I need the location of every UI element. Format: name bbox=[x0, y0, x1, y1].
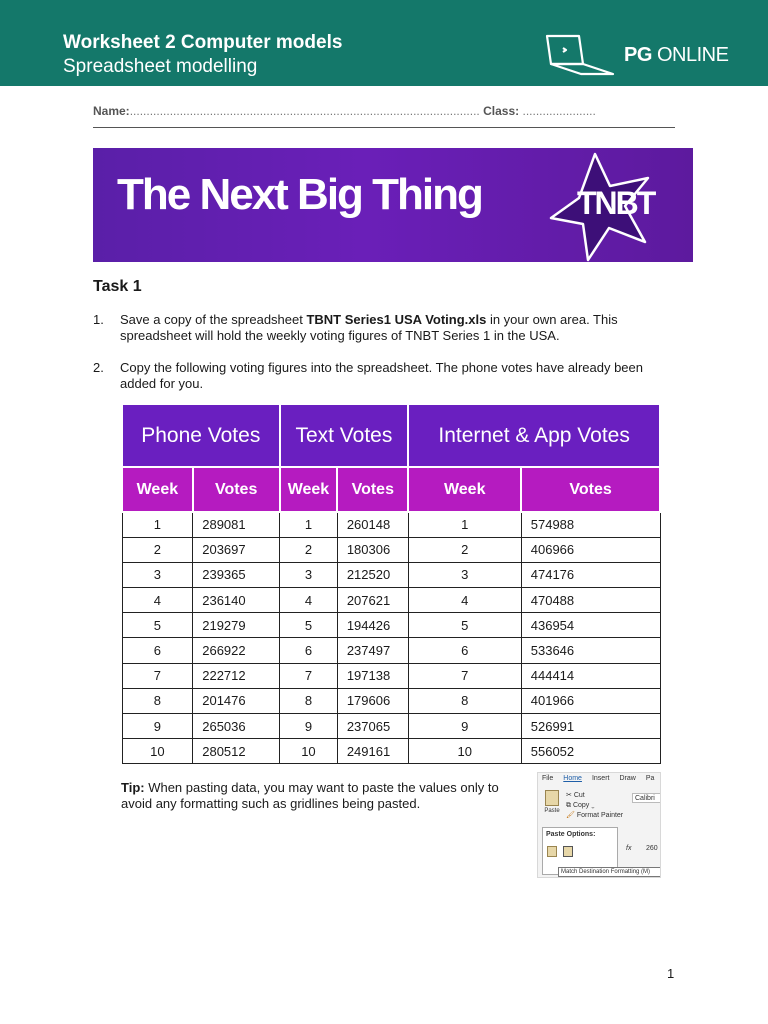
votes-cell: 197138 bbox=[337, 663, 408, 688]
week-cell: 5 bbox=[408, 613, 521, 638]
tnbt-banner bbox=[93, 148, 693, 262]
group-header-internet: Internet & App Votes bbox=[408, 404, 660, 467]
fx-label: fx bbox=[626, 845, 632, 852]
group-header-text: Text Votes bbox=[280, 404, 409, 467]
clipboard-icon bbox=[545, 790, 559, 806]
tab-draw: Draw bbox=[619, 775, 636, 782]
votes-cell: 266922 bbox=[193, 638, 280, 663]
week-cell: 2 bbox=[122, 537, 193, 562]
clipboard-menu: ✂ Cut ⧉ Copy ⌄ 🖌 Format Painter bbox=[566, 792, 624, 819]
votes-cell: 180306 bbox=[337, 537, 408, 562]
paste-brush-icon bbox=[547, 846, 557, 857]
item-text: Save a copy of the spreadsheet TBNT Series1 USA Voting.xls in your own area. This spreadsheet will hold the weekly voting figures of TNBT Series 1 in the USA. bbox=[120, 312, 618, 343]
votes-cell: 289081 bbox=[193, 512, 280, 537]
week-cell: 7 bbox=[408, 663, 521, 688]
ribbon-tabs bbox=[542, 775, 661, 782]
votes-cell: 533646 bbox=[521, 638, 660, 663]
copy-icon: ⧉ bbox=[566, 802, 571, 809]
paste-options-label: Paste Options: bbox=[546, 831, 596, 838]
votes-cell: 219279 bbox=[193, 613, 280, 638]
week-cell: 9 bbox=[408, 714, 521, 739]
week-cell: 3 bbox=[122, 562, 193, 587]
votes-cell: 239365 bbox=[193, 562, 280, 587]
week-cell: 10 bbox=[122, 739, 193, 764]
class-dots: ...................... bbox=[522, 104, 596, 118]
votes-cell: 222712 bbox=[193, 663, 280, 688]
column-header: Week bbox=[280, 467, 338, 512]
week-cell: 8 bbox=[280, 688, 338, 713]
badge-text: TNBT bbox=[577, 185, 655, 221]
pg-online-logo-text: PG ONLINE bbox=[624, 44, 729, 66]
column-header: Votes bbox=[521, 467, 660, 512]
column-header: Votes bbox=[337, 467, 408, 512]
table-row bbox=[122, 562, 660, 587]
item-number: 2. bbox=[93, 360, 104, 375]
banner-title: The Next Big Thing bbox=[117, 170, 482, 219]
worksheet-title: Worksheet 2 Computer models bbox=[63, 32, 343, 53]
week-cell: 5 bbox=[122, 613, 193, 638]
tab-file: File bbox=[542, 775, 554, 782]
scissors-icon: ✂ bbox=[566, 792, 572, 799]
table-row bbox=[122, 638, 660, 663]
tip-label: Tip: bbox=[121, 780, 145, 795]
votes-cell: 249161 bbox=[337, 739, 408, 764]
votes-cell: 470488 bbox=[521, 588, 660, 613]
table-row bbox=[122, 588, 660, 613]
week-cell: 7 bbox=[280, 663, 338, 688]
votes-cell: 556052 bbox=[521, 739, 660, 764]
week-cell: 10 bbox=[280, 739, 338, 764]
match-destination-icon bbox=[563, 846, 573, 857]
votes-cell: 207621 bbox=[337, 588, 408, 613]
week-cell: 3 bbox=[408, 562, 521, 587]
group-header-phone: Phone Votes bbox=[122, 404, 280, 467]
column-header: Week bbox=[408, 467, 521, 512]
header-band bbox=[0, 0, 768, 86]
table-row bbox=[122, 663, 660, 688]
votes-cell: 574988 bbox=[521, 512, 660, 537]
format-painter-icon: 🖌 bbox=[566, 812, 575, 819]
week-cell: 9 bbox=[280, 714, 338, 739]
table-row bbox=[122, 688, 660, 713]
votes-cell: 474176 bbox=[521, 562, 660, 587]
name-class-line bbox=[93, 104, 683, 118]
votes-cell: 265036 bbox=[193, 714, 280, 739]
excel-ribbon-screenshot bbox=[537, 772, 661, 878]
week-cell: 2 bbox=[280, 537, 338, 562]
divider-line bbox=[93, 127, 675, 128]
worksheet-subtitle: Spreadsheet modelling bbox=[63, 56, 258, 77]
votes-cell: 280512 bbox=[193, 739, 280, 764]
name-dots: ......................................................................................................... bbox=[129, 104, 480, 118]
votes-cell: 444414 bbox=[521, 663, 660, 688]
week-cell: 1 bbox=[122, 512, 193, 537]
week-cell: 5 bbox=[280, 613, 338, 638]
cell-value: 260 bbox=[646, 845, 658, 852]
item-number: 1. bbox=[93, 312, 104, 327]
tab-home: Home bbox=[563, 775, 582, 782]
star-badge-icon bbox=[533, 148, 693, 262]
table-row bbox=[122, 613, 660, 638]
class-label: Class: bbox=[483, 104, 520, 118]
paste-button: Paste bbox=[542, 790, 562, 826]
week-cell: 6 bbox=[122, 638, 193, 663]
week-cell: 7 bbox=[122, 663, 193, 688]
week-cell: 1 bbox=[408, 512, 521, 537]
voting-table bbox=[121, 403, 661, 764]
tip-text: Tip: When pasting data, you may want to paste the values only to avoid any formatting such as gridlines being pasted. bbox=[121, 780, 499, 811]
votes-cell: 237065 bbox=[337, 714, 408, 739]
task-heading: Task 1 bbox=[93, 278, 142, 295]
week-cell: 6 bbox=[408, 638, 521, 663]
table-row bbox=[122, 739, 660, 764]
tab-insert: Insert bbox=[591, 775, 610, 782]
votes-cell: 212520 bbox=[337, 562, 408, 587]
filename: TBNT Series1 USA Voting.xls bbox=[306, 312, 487, 327]
votes-cell: 401966 bbox=[521, 688, 660, 713]
votes-cell: 526991 bbox=[521, 714, 660, 739]
week-cell: 3 bbox=[280, 562, 338, 587]
votes-cell: 406966 bbox=[521, 537, 660, 562]
week-cell: 1 bbox=[280, 512, 338, 537]
page-number: 1 bbox=[667, 966, 675, 981]
votes-cell: 179606 bbox=[337, 688, 408, 713]
font-box: Calibri bbox=[632, 793, 661, 803]
week-cell: 8 bbox=[122, 688, 193, 713]
week-cell: 2 bbox=[408, 537, 521, 562]
name-label: Name: bbox=[93, 104, 130, 118]
table-row bbox=[122, 714, 660, 739]
votes-cell: 237497 bbox=[337, 638, 408, 663]
item-text: Copy the following voting figures into the spreadsheet. The phone votes have already been added for you. bbox=[120, 360, 643, 391]
votes-cell: 236140 bbox=[193, 588, 280, 613]
tab-page: Pa bbox=[645, 775, 655, 782]
votes-cell: 203697 bbox=[193, 537, 280, 562]
votes-cell: 436954 bbox=[521, 613, 660, 638]
week-cell: 9 bbox=[122, 714, 193, 739]
column-header: Votes bbox=[193, 467, 280, 512]
votes-cell: 201476 bbox=[193, 688, 280, 713]
tooltip: Match Destination Formatting (M) bbox=[558, 867, 661, 877]
votes-cell: 260148 bbox=[337, 512, 408, 537]
week-cell: 6 bbox=[280, 638, 338, 663]
week-cell: 4 bbox=[408, 588, 521, 613]
week-cell: 4 bbox=[280, 588, 338, 613]
votes-cell: 194426 bbox=[337, 613, 408, 638]
table-row bbox=[122, 537, 660, 562]
table-row bbox=[122, 512, 660, 537]
week-cell: 8 bbox=[408, 688, 521, 713]
column-header: Week bbox=[122, 467, 193, 512]
week-cell: 4 bbox=[122, 588, 193, 613]
week-cell: 10 bbox=[408, 739, 521, 764]
